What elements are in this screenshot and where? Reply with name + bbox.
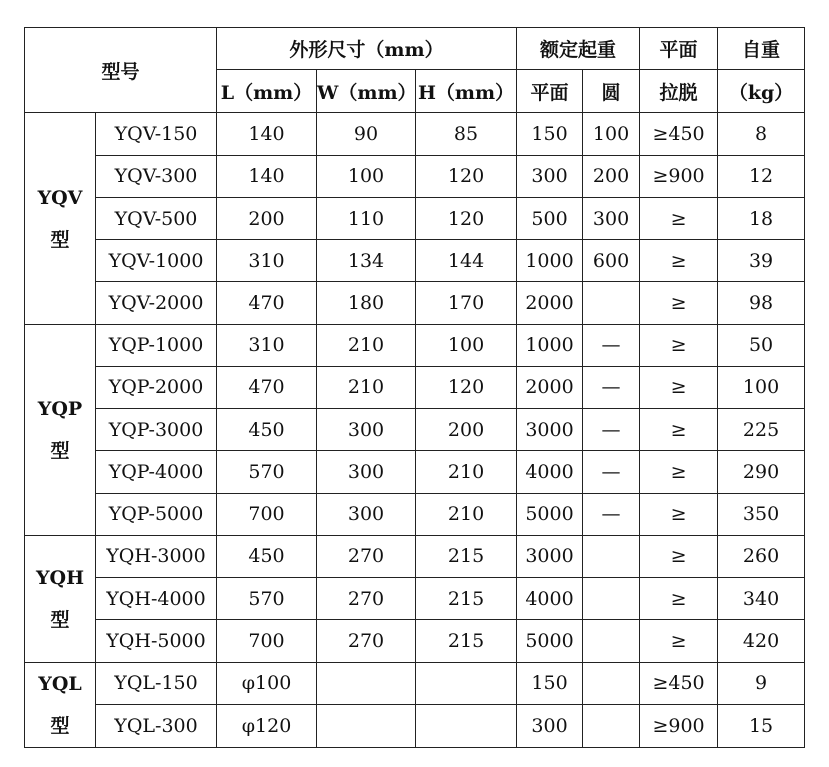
height-cell: 200 — [416, 409, 517, 451]
weight-cell: 340 — [718, 578, 805, 620]
flat-load-cell: 5000 — [517, 620, 583, 662]
height-cell: 120 — [416, 197, 517, 239]
flat-load-cell: 500 — [517, 197, 583, 239]
width-cell: 300 — [317, 493, 416, 535]
dimensions-header: 外形尺寸（mm） — [217, 28, 517, 70]
flat-load-cell: 2000 — [517, 282, 583, 324]
width-cell: 210 — [317, 324, 416, 366]
model-cell: YQL-150 — [96, 662, 217, 705]
table-row — [25, 366, 805, 408]
flat-load-cell: 150 — [517, 662, 583, 705]
flat-load-cell: 3000 — [517, 535, 583, 577]
model-cell: YQV-2000 — [96, 282, 217, 324]
length-cell: 570 — [217, 578, 317, 620]
width-cell: 270 — [317, 535, 416, 577]
weight-cell: 100 — [718, 366, 805, 408]
width-cell — [317, 705, 416, 748]
flat-pull-cell: ≥450 — [640, 662, 718, 705]
length-cell: 700 — [217, 493, 317, 535]
table-row — [25, 493, 805, 535]
series-suffix: 型 — [50, 439, 70, 462]
length-cell: 700 — [217, 620, 317, 662]
flat-pull-cell: ≥ — [640, 578, 718, 620]
length-cell: 450 — [217, 409, 317, 451]
flat-load-header: 平面 — [517, 70, 583, 113]
flat-pull-cell: ≥ — [640, 324, 718, 366]
height-cell: 210 — [416, 493, 517, 535]
length-cell: 140 — [217, 113, 317, 155]
width-cell: 110 — [317, 197, 416, 239]
model-cell: YQP-5000 — [96, 493, 217, 535]
width-cell: 134 — [317, 240, 416, 282]
height-cell: 215 — [416, 578, 517, 620]
flat-load-cell: 4000 — [517, 578, 583, 620]
table-row — [25, 240, 805, 282]
flat-load-cell: 300 — [517, 155, 583, 197]
round-load-cell — [583, 662, 640, 705]
width-cell: 300 — [317, 451, 416, 493]
length-cell: 310 — [217, 324, 317, 366]
series-suffix: 型 — [50, 714, 70, 737]
series-name: YQH — [35, 566, 85, 589]
length-header: L（mm） — [217, 70, 317, 113]
weight-header-line1: 自重 — [718, 28, 805, 70]
model-cell: YQP-2000 — [96, 366, 217, 408]
round-load-cell: — — [583, 493, 640, 535]
weight-cell: 18 — [718, 197, 805, 239]
height-cell: 144 — [416, 240, 517, 282]
width-cell: 180 — [317, 282, 416, 324]
flat-pull-cell: ≥450 — [640, 113, 718, 155]
flat-pull-cell: ≥900 — [640, 155, 718, 197]
model-cell: YQV-1000 — [96, 240, 217, 282]
model-cell: YQH-4000 — [96, 578, 217, 620]
table-row — [25, 197, 805, 239]
height-cell — [416, 705, 517, 748]
table-row — [25, 409, 805, 451]
height-cell: 85 — [416, 113, 517, 155]
series-name: YQV — [37, 186, 83, 209]
weight-cell: 225 — [718, 409, 805, 451]
flat-pull-cell: ≥ — [640, 451, 718, 493]
weight-cell: 290 — [718, 451, 805, 493]
flat-load-cell: 4000 — [517, 451, 583, 493]
round-load-cell: 300 — [583, 197, 640, 239]
model-header: 型号 — [25, 28, 217, 113]
height-cell: 170 — [416, 282, 517, 324]
weight-cell: 350 — [718, 493, 805, 535]
weight-cell: 9 — [718, 662, 805, 705]
length-cell: 570 — [217, 451, 317, 493]
flat-pull-cell: ≥ — [640, 493, 718, 535]
spec-table — [24, 27, 805, 748]
weight-cell: 15 — [718, 705, 805, 748]
length-cell: φ120 — [217, 705, 317, 748]
model-cell: YQH-5000 — [96, 620, 217, 662]
flat-load-cell: 300 — [517, 705, 583, 748]
round-load-cell — [583, 535, 640, 577]
table-row — [25, 155, 805, 197]
model-cell: YQP-3000 — [96, 409, 217, 451]
round-load-cell — [583, 620, 640, 662]
length-cell: 140 — [217, 155, 317, 197]
round-load-cell — [583, 282, 640, 324]
flat-load-cell: 1000 — [517, 240, 583, 282]
model-cell: YQP-4000 — [96, 451, 217, 493]
flat-pull-cell: ≥900 — [640, 705, 718, 748]
weight-cell: 260 — [718, 535, 805, 577]
height-cell: 120 — [416, 155, 517, 197]
series-suffix: 型 — [50, 228, 70, 251]
round-load-cell: — — [583, 451, 640, 493]
series-group-cell — [25, 324, 96, 535]
width-cell: 100 — [317, 155, 416, 197]
flat-pull-header-line1: 平面 — [640, 28, 718, 70]
flat-pull-cell: ≥ — [640, 282, 718, 324]
round-load-cell: 100 — [583, 113, 640, 155]
model-cell: YQV-500 — [96, 197, 217, 239]
round-load-cell — [583, 705, 640, 748]
table-row — [25, 451, 805, 493]
model-cell: YQV-150 — [96, 113, 217, 155]
weight-cell: 39 — [718, 240, 805, 282]
header-row-1 — [25, 28, 805, 70]
length-cell: 470 — [217, 366, 317, 408]
width-cell: 90 — [317, 113, 416, 155]
flat-pull-cell: ≥ — [640, 409, 718, 451]
table-row — [25, 620, 805, 662]
table-row — [25, 324, 805, 366]
length-cell: 470 — [217, 282, 317, 324]
length-cell: 310 — [217, 240, 317, 282]
length-cell: φ100 — [217, 662, 317, 705]
round-load-cell: — — [583, 409, 640, 451]
model-cell: YQH-3000 — [96, 535, 217, 577]
flat-load-cell: 150 — [517, 113, 583, 155]
weight-cell: 12 — [718, 155, 805, 197]
width-cell: 270 — [317, 620, 416, 662]
model-cell: YQV-300 — [96, 155, 217, 197]
round-load-cell: — — [583, 366, 640, 408]
width-header: W（mm） — [317, 70, 416, 113]
table-row — [25, 662, 805, 705]
height-cell: 215 — [416, 620, 517, 662]
series-group-cell — [25, 662, 96, 747]
length-cell: 450 — [217, 535, 317, 577]
height-cell: 210 — [416, 451, 517, 493]
length-cell: 200 — [217, 197, 317, 239]
flat-pull-cell: ≥ — [640, 197, 718, 239]
table-row — [25, 282, 805, 324]
flat-pull-cell: ≥ — [640, 535, 718, 577]
height-cell: 120 — [416, 366, 517, 408]
flat-pull-cell: ≥ — [640, 240, 718, 282]
series-name: YQL — [38, 672, 82, 695]
model-cell: YQL-300 — [96, 705, 217, 748]
series-suffix: 型 — [50, 608, 70, 631]
width-cell — [317, 662, 416, 705]
flat-pull-header-line2: 拉脱 — [640, 70, 718, 113]
weight-cell: 420 — [718, 620, 805, 662]
height-header: H（mm） — [416, 70, 517, 113]
weight-header-line2: （kg） — [718, 70, 805, 113]
height-cell: 100 — [416, 324, 517, 366]
round-load-cell: — — [583, 324, 640, 366]
rated-load-header: 额定起重 — [517, 28, 640, 70]
weight-cell: 98 — [718, 282, 805, 324]
height-cell: 215 — [416, 535, 517, 577]
flat-load-cell: 5000 — [517, 493, 583, 535]
round-load-cell — [583, 578, 640, 620]
round-load-header: 圆 — [583, 70, 640, 113]
series-group-cell — [25, 113, 96, 324]
table-row — [25, 705, 805, 748]
model-cell: YQP-1000 — [96, 324, 217, 366]
series-group-cell — [25, 535, 96, 662]
round-load-cell: 600 — [583, 240, 640, 282]
table-row — [25, 535, 805, 577]
flat-pull-cell: ≥ — [640, 620, 718, 662]
flat-load-cell: 1000 — [517, 324, 583, 366]
weight-cell: 8 — [718, 113, 805, 155]
series-name: YQP — [37, 397, 83, 420]
width-cell: 210 — [317, 366, 416, 408]
flat-pull-cell: ≥ — [640, 366, 718, 408]
width-cell: 300 — [317, 409, 416, 451]
table-row — [25, 578, 805, 620]
flat-load-cell: 3000 — [517, 409, 583, 451]
width-cell: 270 — [317, 578, 416, 620]
height-cell — [416, 662, 517, 705]
round-load-cell: 200 — [583, 155, 640, 197]
flat-load-cell: 2000 — [517, 366, 583, 408]
table-row — [25, 113, 805, 155]
weight-cell: 50 — [718, 324, 805, 366]
